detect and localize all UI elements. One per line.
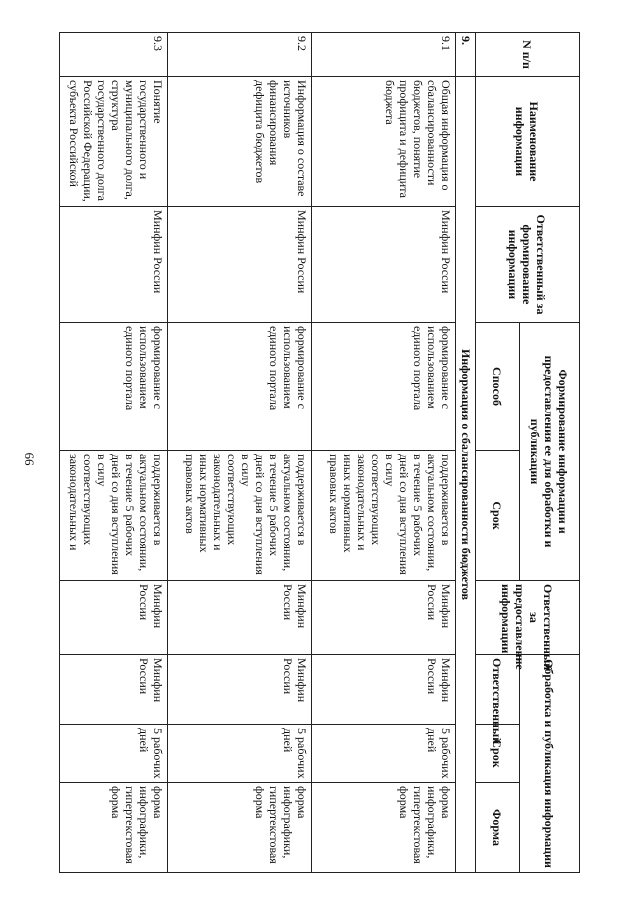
- header-method: Способ: [476, 323, 520, 451]
- row-resp-provide: Минфин России: [60, 581, 168, 655]
- header-resp-form: Ответственный за формирование информации: [476, 207, 580, 323]
- row-number: 9.1: [312, 33, 456, 77]
- row-resp-form: Минфин России: [168, 207, 312, 323]
- row-resp: Минфин России: [312, 655, 456, 725]
- header-row-top: [520, 33, 580, 873]
- row-resp-provide: Минфин России: [168, 581, 312, 655]
- header-form: Форма: [476, 783, 520, 873]
- row-method: формирование с использованием единого портала: [60, 323, 168, 451]
- header-name: Наименование информации: [476, 77, 580, 207]
- header-formation: Формирование информации и предоставления ее для обработки и публикации: [520, 323, 580, 581]
- row-number: 9.3: [60, 33, 168, 77]
- row-term2: 5 рабочих дней: [168, 725, 312, 783]
- page-number: 66: [22, 452, 37, 466]
- row-resp-provide: Минфин России: [312, 581, 456, 655]
- header-resp: Ответственный: [476, 655, 520, 725]
- table-row: [168, 33, 312, 873]
- section-number: 9.: [456, 33, 476, 77]
- row-term: поддерживается в актуальном состоянии, в течение 5 рабочих дней со дня вступления в силу соответствующих законодательных и иных нормативных правовых актов: [168, 451, 312, 581]
- row-resp: Минфин России: [168, 655, 312, 725]
- row-name: Информация о составе источников финансирования дефицита бюджетов: [168, 77, 312, 207]
- section-row: [456, 33, 476, 873]
- row-term: поддерживается в актуальном состоянии, в течение 5 рабочих дней со дня вступления в силу соответствующих законодательных и иных нормативных правовых актов: [312, 451, 456, 581]
- row-method: формирование с использованием единого портала: [168, 323, 312, 451]
- row-term2: 5 рабочих дней: [312, 725, 456, 783]
- row-form: форма инфографики, гипертекстовая форма: [60, 783, 168, 873]
- row-number: 9.2: [168, 33, 312, 77]
- row-method: формирование с использованием единого портала: [312, 323, 456, 451]
- header-term: Срок: [476, 451, 520, 581]
- header-resp-provide: Ответственный за предоставление информации: [476, 581, 580, 655]
- header-processing: Обработка и публикация информации: [520, 655, 580, 873]
- row-resp-form: Минфин России: [312, 207, 456, 323]
- row-name: Общая информация о сбалансированности бюджетов, понятие профицита и дефицита бюджета: [312, 77, 456, 207]
- section-title: Информация о сбалансированности бюджетов: [456, 77, 476, 873]
- row-form: форма инфографики, гипертекстовая форма: [312, 783, 456, 873]
- row-name: Понятие государственного и муниципального долга, структура государственного долга Российской Федерации, субъекта Российской: [60, 77, 168, 207]
- header-num: N п/п: [476, 33, 580, 77]
- document-page: [60, 32, 580, 872]
- row-term: поддерживается в актуальном состоянии, в течение 5 рабочих дней со дня вступления в силу соответствующих законодательных и: [60, 451, 168, 581]
- header-term2: Срок: [476, 725, 520, 783]
- information-table: [59, 32, 580, 873]
- row-term2: 5 рабочих дней: [60, 725, 168, 783]
- row-form: форма инфографики, гипертекстовая форма: [168, 783, 312, 873]
- table-row: [312, 33, 456, 873]
- table-row: [60, 33, 168, 873]
- row-resp-form: Минфин России: [60, 207, 168, 323]
- row-resp: Минфин России: [60, 655, 168, 725]
